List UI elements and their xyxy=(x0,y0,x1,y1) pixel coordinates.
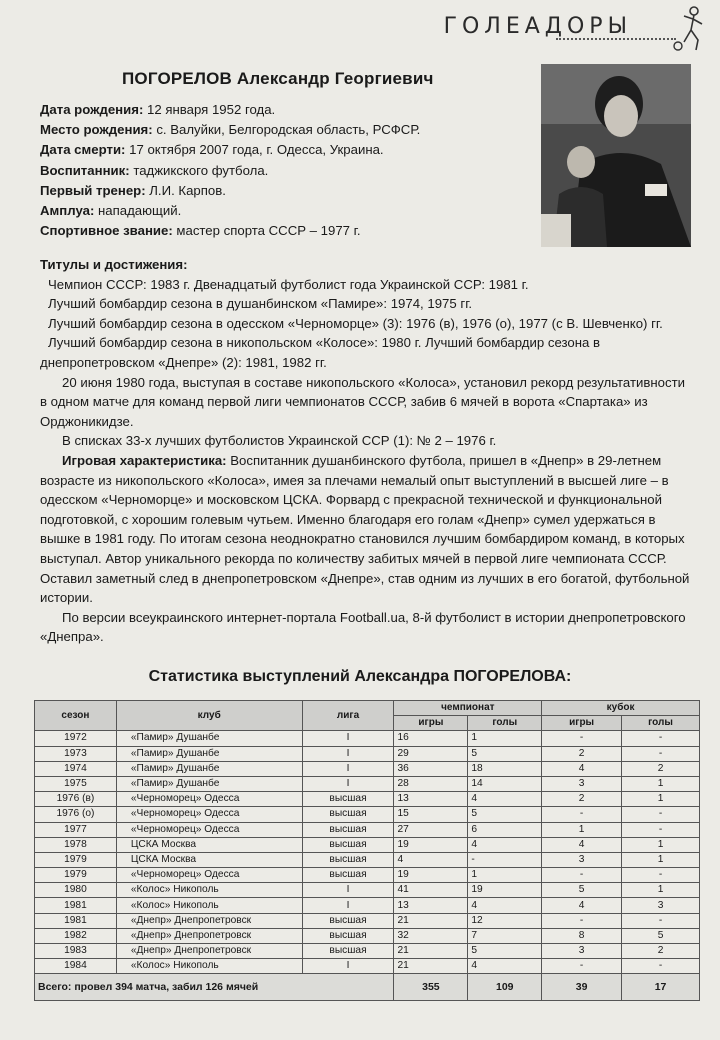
column-header-champ-games: игры xyxy=(394,716,468,731)
info-label: Первый тренер: xyxy=(40,182,146,198)
cell-cup-games: - xyxy=(542,959,622,974)
cell-cup-games: 2 xyxy=(542,746,622,761)
player-info xyxy=(40,100,536,241)
info-value: нападающий. xyxy=(98,203,182,219)
cell-league: высшая xyxy=(302,868,394,883)
cell-league: высшая xyxy=(302,792,394,807)
table-row xyxy=(35,928,700,943)
cell-season: 1974 xyxy=(35,761,117,776)
total-champ-games: 355 xyxy=(394,974,468,1001)
cell-league: I xyxy=(302,746,394,761)
cell-club: «Черноморец» Одесса xyxy=(116,868,302,883)
cell-cup-goals: 2 xyxy=(622,761,700,776)
cell-cup-games: 1 xyxy=(542,822,622,837)
cell-club: «Черноморец» Одесса xyxy=(116,792,302,807)
info-label: Спортивное звание: xyxy=(40,223,173,239)
total-cup-goals: 17 xyxy=(622,974,700,1001)
table-row xyxy=(35,898,700,913)
cell-club: «Днепр» Днепропетровск xyxy=(116,928,302,943)
cell-cup-games: 8 xyxy=(542,928,622,943)
cell-champ-goals: 5 xyxy=(468,807,542,822)
cell-cup-goals: - xyxy=(622,959,700,974)
cell-cup-games: 4 xyxy=(542,898,622,913)
table-row xyxy=(35,822,700,837)
table-row xyxy=(35,807,700,822)
info-value: 17 октября 2007 года, г. Одесса, Украина. xyxy=(129,142,384,158)
column-header-league: лига xyxy=(302,701,394,731)
cell-champ-goals: 18 xyxy=(468,761,542,776)
info-value: Л.И. Карпов. xyxy=(149,182,226,198)
cell-club: «Колос» Никополь xyxy=(116,898,302,913)
cell-league: высшая xyxy=(302,944,394,959)
cell-club: «Днепр» Днепропетровск xyxy=(116,944,302,959)
cell-champ-goals: 12 xyxy=(468,913,542,928)
cell-season: 1979 xyxy=(35,852,117,867)
column-header-cup-goals: голы xyxy=(622,716,700,731)
cell-cup-goals: - xyxy=(622,731,700,746)
section-title: ГОЛЕАДОРЫ xyxy=(443,14,632,39)
cell-champ-goals: - xyxy=(468,852,542,867)
cell-club: ЦСКА Москва xyxy=(116,852,302,867)
cell-season: 1982 xyxy=(35,928,117,943)
column-header-cup-games: игры xyxy=(542,716,622,731)
table-row xyxy=(35,761,700,776)
cell-season: 1978 xyxy=(35,837,117,852)
cell-season: 1976 (о) xyxy=(35,807,117,822)
cell-champ-goals: 4 xyxy=(468,898,542,913)
info-row-first-coach xyxy=(40,181,536,201)
cell-cup-games: 3 xyxy=(542,944,622,959)
cell-cup-goals: - xyxy=(622,746,700,761)
cell-cup-goals: 1 xyxy=(622,792,700,807)
cell-champ-games: 16 xyxy=(394,731,468,746)
info-label: Амплуа: xyxy=(40,203,95,219)
column-header-club: клуб xyxy=(116,701,302,731)
cell-champ-games: 29 xyxy=(394,746,468,761)
cell-league: высшая xyxy=(302,822,394,837)
cell-champ-goals: 7 xyxy=(468,928,542,943)
cell-club: «Колос» Никополь xyxy=(116,959,302,974)
cell-champ-games: 32 xyxy=(394,928,468,943)
cell-champ-goals: 1 xyxy=(468,868,542,883)
cell-cup-goals: 2 xyxy=(622,944,700,959)
cell-cup-goals: - xyxy=(622,807,700,822)
title-line: Лучший бомбардир сезона в душанбинском «Памире»: 1974, 1975 гг. xyxy=(48,296,473,312)
total-label: Всего: провел 394 матча, забил 126 мячей xyxy=(35,974,394,1001)
column-header-champ-goals: голы xyxy=(468,716,542,731)
table-row xyxy=(35,913,700,928)
info-value: с. Валуйки, Белгородская область, РСФСР. xyxy=(156,122,421,138)
cell-season: 1979 xyxy=(35,868,117,883)
cell-cup-games: 3 xyxy=(542,776,622,791)
cell-champ-games: 27 xyxy=(394,822,468,837)
info-value: мастер спорта СССР – 1977 г. xyxy=(176,223,361,239)
cell-cup-goals: - xyxy=(622,822,700,837)
info-row-sport-title xyxy=(40,221,536,241)
cell-season: 1981 xyxy=(35,913,117,928)
cell-league: I xyxy=(302,883,394,898)
cell-club: «Днепр» Днепропетровск xyxy=(116,913,302,928)
info-row-birth-place xyxy=(40,120,536,140)
cell-league: высшая xyxy=(302,837,394,852)
cell-season: 1972 xyxy=(35,731,117,746)
cell-league: высшая xyxy=(302,852,394,867)
cell-champ-goals: 6 xyxy=(468,822,542,837)
cell-cup-games: - xyxy=(542,868,622,883)
info-label: Дата рождения: xyxy=(40,102,144,117)
football-player-icon xyxy=(670,4,710,52)
cell-champ-goals: 19 xyxy=(468,883,542,898)
info-row-position xyxy=(40,201,536,221)
cell-league: I xyxy=(302,761,394,776)
cell-season: 1975 xyxy=(35,776,117,791)
cell-season: 1973 xyxy=(35,746,117,761)
cell-cup-games: - xyxy=(542,731,622,746)
stats-body xyxy=(35,731,700,974)
cell-cup-games: 4 xyxy=(542,837,622,852)
cell-club: «Памир» Душанбе xyxy=(116,731,302,746)
cell-season: 1984 xyxy=(35,959,117,974)
table-row xyxy=(35,868,700,883)
play-heading: Игровая характеристика: xyxy=(62,452,227,468)
cell-club: «Черноморец» Одесса xyxy=(116,807,302,822)
cell-league: I xyxy=(302,776,394,791)
header-divider xyxy=(556,38,676,40)
info-label: Воспитанник: xyxy=(40,162,130,178)
cell-season: 1980 xyxy=(35,883,117,898)
table-row xyxy=(35,837,700,852)
cell-champ-games: 4 xyxy=(394,852,468,867)
cell-league: высшая xyxy=(302,807,394,822)
column-header-championship: чемпионат xyxy=(394,701,542,716)
cell-league: I xyxy=(302,898,394,913)
cell-champ-games: 36 xyxy=(394,761,468,776)
portal-paragraph: По версии всеукраинского интернет-портала Football.ua, 8-й футболист в истории днепропетровского «Днепра». xyxy=(40,609,686,645)
column-header-season: сезон xyxy=(35,701,117,731)
cell-cup-goals: - xyxy=(622,913,700,928)
player-biography xyxy=(40,255,690,647)
title-line: Лучший бомбардир сезона в одесском «Черноморце» (3): 1976 (в), 1976 (о), 1977 (с В. Шевченко) гг. xyxy=(48,315,663,331)
table-row xyxy=(35,746,700,761)
table-row xyxy=(35,883,700,898)
cell-champ-games: 21 xyxy=(394,944,468,959)
play-paragraph xyxy=(40,451,690,608)
cell-champ-games: 15 xyxy=(394,807,468,822)
cell-champ-games: 21 xyxy=(394,913,468,928)
cell-league: I xyxy=(302,731,394,746)
cell-cup-games: 3 xyxy=(542,852,622,867)
cell-cup-games: 4 xyxy=(542,761,622,776)
cell-club: «Черноморец» Одесса xyxy=(116,822,302,837)
info-row-death-date xyxy=(40,140,536,160)
cell-club: «Памир» Душанбе xyxy=(116,746,302,761)
cell-cup-games: 2 xyxy=(542,792,622,807)
cell-cup-goals: 1 xyxy=(622,883,700,898)
cell-champ-games: 13 xyxy=(394,792,468,807)
cell-club: «Колос» Никополь xyxy=(116,883,302,898)
titles-heading: Титулы и достижения: xyxy=(40,257,188,272)
title-line: Лучший бомбардир сезона в никопольском «Колосе»: 1980 г. Лучший бомбардир сезона в днепропетровском «Днепре» (2): 1981, 1982 гг. xyxy=(40,335,601,370)
table-row xyxy=(35,776,700,791)
top33-paragraph: В списках 33-х лучших футболистов Украинской ССР (1): № 2 – 1976 г. xyxy=(62,433,497,449)
player-photo xyxy=(541,64,691,247)
cell-cup-games: - xyxy=(542,807,622,822)
cell-champ-games: 28 xyxy=(394,776,468,791)
cell-club: «Памир» Душанбе xyxy=(116,776,302,791)
cell-season: 1983 xyxy=(35,944,117,959)
cell-champ-games: 19 xyxy=(394,837,468,852)
info-row-birth-date xyxy=(40,100,536,120)
cell-cup-goals: 3 xyxy=(622,898,700,913)
record-paragraph: 20 июня 1980 года, выступая в составе никопольского «Колоса», установил рекорд результативности в одном матче для команд первой лиги чемпионатов СССР, забив 6 мячей в ворота «Спартака» из Орджоникидзе. xyxy=(40,374,686,429)
cell-champ-goals: 5 xyxy=(468,746,542,761)
cell-champ-games: 13 xyxy=(394,898,468,913)
cell-champ-goals: 5 xyxy=(468,944,542,959)
cell-cup-games: - xyxy=(542,913,622,928)
table-row xyxy=(35,852,700,867)
cell-cup-games: 5 xyxy=(542,883,622,898)
total-cup-games: 39 xyxy=(542,974,622,1001)
player-name: ПОГОРЕЛОВ Александр Георгиевич xyxy=(122,69,434,88)
table-row xyxy=(35,731,700,746)
stats-title: Статистика выступлений Александра ПОГОРЕЛОВА: xyxy=(148,668,572,685)
cell-champ-goals: 14 xyxy=(468,776,542,791)
cell-champ-games: 21 xyxy=(394,959,468,974)
cell-champ-goals: 1 xyxy=(468,731,542,746)
cell-champ-goals: 4 xyxy=(468,792,542,807)
table-row xyxy=(35,959,700,974)
cell-season: 1981 xyxy=(35,898,117,913)
cell-season: 1976 (в) xyxy=(35,792,117,807)
cell-league: высшая xyxy=(302,928,394,943)
column-header-cup: кубок xyxy=(542,701,700,716)
stats-table xyxy=(34,700,700,1001)
cell-cup-goals: 1 xyxy=(622,837,700,852)
cell-season: 1977 xyxy=(35,822,117,837)
table-row xyxy=(35,792,700,807)
stats-total-row xyxy=(35,974,700,1001)
info-label: Место рождения: xyxy=(40,122,153,138)
cell-cup-goals: 5 xyxy=(622,928,700,943)
play-text: Воспитанник душанбинского футбола, пришел в «Днепр» в 29-летнем возрасте из никопольского «Колоса», имея за плечами немалый опыт выступлений в высшей лиге – в одесском «Черноморце» и московском ЦСКА. Форвард с прекрасной технической и функциональной подготовкой, с хорошим голевым чутьем. Именно благодаря его голам «Днепр» сумел удержаться в вышке в 1981 году. По итогам сезона неоднократно становился лучшим бомбардиром команд, в которых выступал. Автор уникального рекорда по количеству забитых мячей в первой лиге чемпионата СССР. Оставил заметный след в днепропетровском «Днепре», став одним из лучших в его богатой, футбольной истории. xyxy=(40,452,690,606)
cell-champ-games: 19 xyxy=(394,868,468,883)
cell-champ-goals: 4 xyxy=(468,959,542,974)
cell-cup-goals: - xyxy=(622,868,700,883)
table-row xyxy=(35,944,700,959)
title-line: Чемпион СССР: 1983 г. Двенадцатый футболист года Украинской ССР: 1981 г. xyxy=(48,276,529,292)
cell-champ-goals: 4 xyxy=(468,837,542,852)
cell-cup-goals: 1 xyxy=(622,852,700,867)
info-value: 12 января 1952 года. xyxy=(147,102,276,117)
cell-cup-goals: 1 xyxy=(622,776,700,791)
info-row-academy xyxy=(40,161,536,181)
cell-club: ЦСКА Москва xyxy=(116,837,302,852)
cell-champ-games: 41 xyxy=(394,883,468,898)
cell-club: «Памир» Душанбе xyxy=(116,761,302,776)
total-champ-goals: 109 xyxy=(468,974,542,1001)
info-value: таджикского футбола. xyxy=(133,162,269,178)
info-label: Дата смерти: xyxy=(40,142,126,158)
cell-league: I xyxy=(302,959,394,974)
cell-league: высшая xyxy=(302,913,394,928)
